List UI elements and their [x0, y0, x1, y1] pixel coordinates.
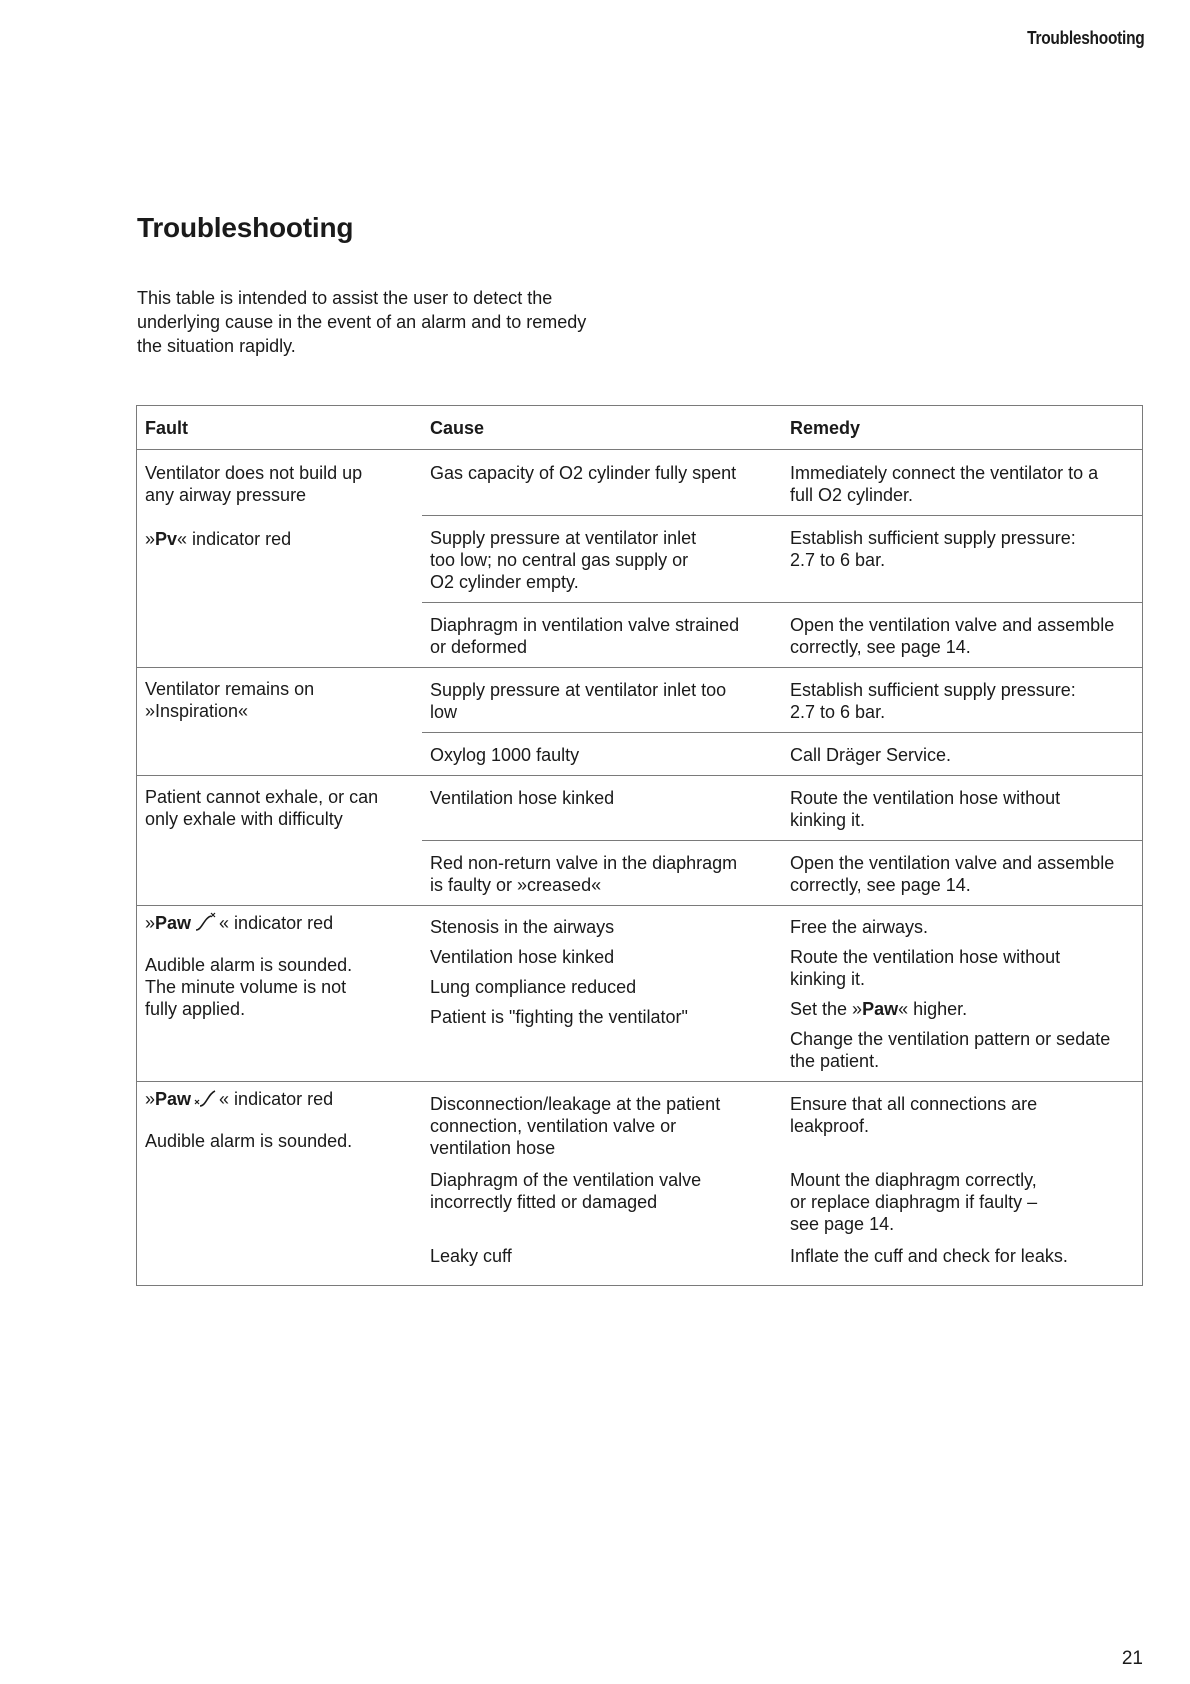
table-row: [137, 1082, 1143, 1286]
fault-indicator: »Paw « indicator red: [145, 913, 334, 933]
header-fault: Fault: [137, 406, 423, 450]
table-row: [137, 668, 1143, 733]
cause-cell: Red non-return valve in the diaphragm is faulty or »creased«: [422, 841, 782, 906]
header-cause: Cause: [422, 406, 782, 450]
cause-cell: Oxylog 1000 faulty: [422, 733, 782, 776]
pressure-high-icon: [194, 912, 216, 932]
remedy-cell: Open the ventilation valve and assemble correctly, see page 14.: [782, 603, 1143, 668]
page-title: Troubleshooting: [137, 212, 354, 243]
remedy-cell: Call Dräger Service.: [782, 733, 1143, 776]
fault-cell: »Paw « indicator red Audible alarm is sounded.: [137, 1082, 423, 1286]
table-header-row: [137, 406, 1143, 450]
table-row: [137, 450, 1143, 516]
intro-paragraph: [137, 286, 657, 358]
remedy-cell: Establish sufficient supply pressure: 2.7 to 6 bar.: [782, 516, 1143, 603]
header-remedy: Remedy: [782, 406, 1143, 450]
fault-indicator: »Pv« indicator red: [145, 529, 292, 549]
remedy-cell: Open the ventilation valve and assemble correctly, see page 14.: [782, 841, 1143, 906]
cause-cell: Supply pressure at ventilator inlet too low: [422, 668, 782, 733]
cause-cell: Diaphragm in ventilation valve strained or deformed: [422, 603, 782, 668]
remedy-cell: Immediately connect the ventilator to a full O2 cylinder.: [790, 463, 1099, 505]
cause-cell: Stenosis in the airways Ventilation hose kinked Lung compliance reduced Patient is "fighting the ventilator": [422, 906, 782, 1082]
cause-cell: Ventilation hose kinked: [422, 776, 782, 841]
cause-cell: Disconnection/leakage at the patient connection, ventilation valve or ventilation hose Diaphragm of the ventilation valve incorrectly fitted or damaged Leaky cuff: [422, 1082, 782, 1286]
intro-line: underlying cause in the event of an alarm and to remedy: [137, 312, 587, 332]
fault-cell: »Paw « indicator red Audible alarm is sounded. The minute volume is not fully applied.: [137, 906, 423, 1082]
fault-indicator: »Paw « indicator red: [145, 1089, 334, 1109]
intro-line: This table is intended to assist the user to detect the: [137, 288, 553, 308]
fault-cell: [137, 450, 423, 668]
remedy-cell: Route the ventilation hose without kinking it.: [782, 776, 1143, 841]
running-head: Troubleshooting: [1026, 28, 1144, 48]
remedy-cell: Ensure that all connections are leakproof. Mount the diaphragm correctly, or replace diaphragm if faulty – see page 14. Inflate the cuff and check for leaks.: [782, 1082, 1143, 1286]
fault-text: any airway pressure: [145, 485, 307, 505]
table-row: [137, 776, 1143, 841]
fault-text: Ventilator does not build up: [145, 463, 363, 483]
page-number: 21: [1121, 1648, 1143, 1669]
cause-cell: Gas capacity of O2 cylinder fully spent: [430, 463, 737, 483]
table-row: [137, 906, 1143, 1082]
intro-line: the situation rapidly.: [137, 336, 296, 356]
cause-cell: Supply pressure at ventilator inlet too low; no central gas supply or O2 cylinder empty.: [422, 516, 782, 603]
remedy-cell: Establish sufficient supply pressure: 2.7 to 6 bar.: [782, 668, 1143, 733]
troubleshooting-table: [136, 405, 1143, 1286]
fault-cell: Ventilator remains on »Inspiration«: [137, 668, 423, 776]
fault-cell: Patient cannot exhale, or can only exhale with difficulty: [137, 776, 423, 906]
remedy-cell: Free the airways. Route the ventilation hose without kinking it. Set the »Paw« higher. Change the ventilation pattern or sedate the patient.: [782, 906, 1143, 1082]
pressure-low-icon: [194, 1088, 216, 1108]
